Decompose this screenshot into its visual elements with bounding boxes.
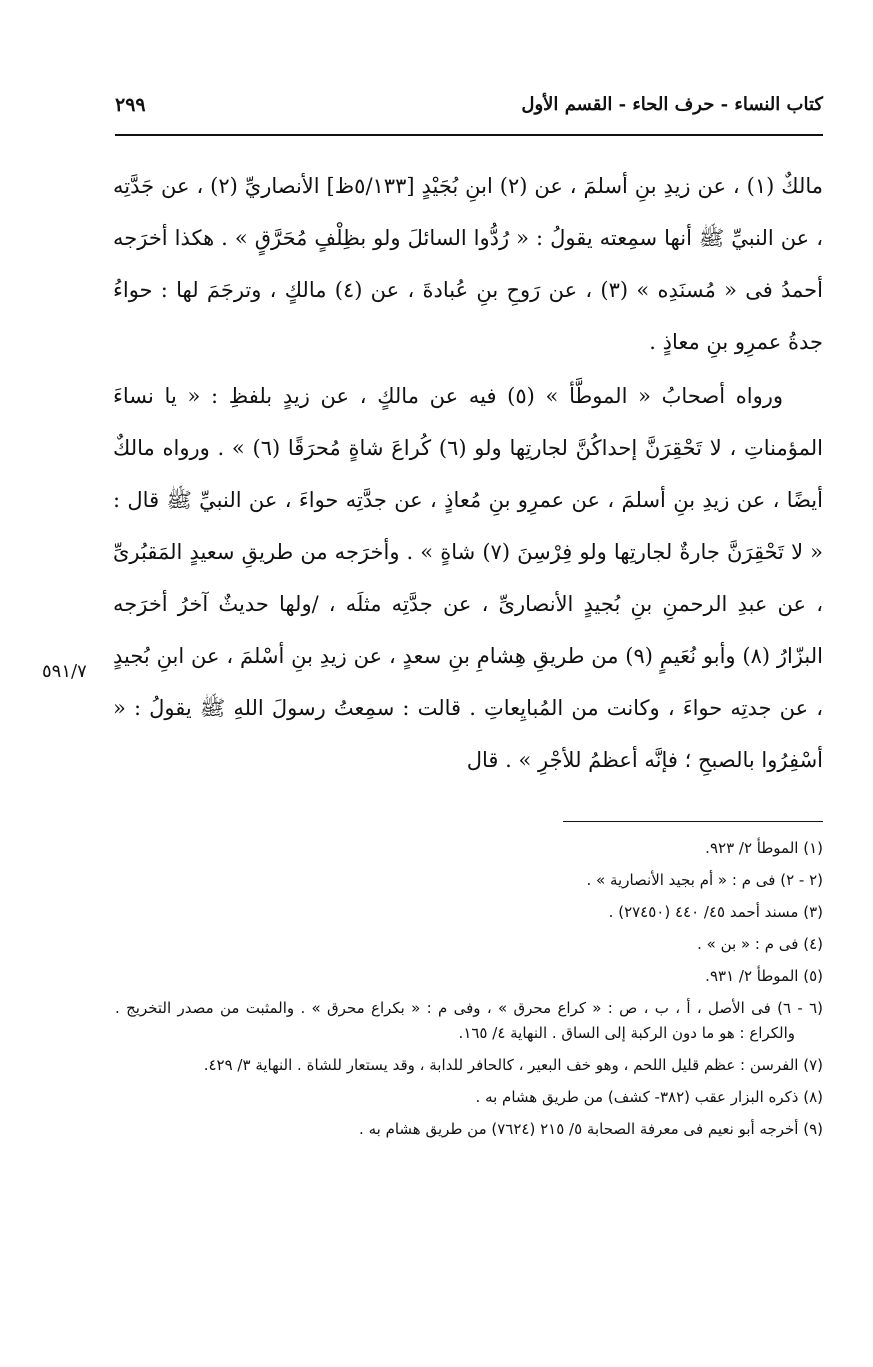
footnote-separator — [563, 821, 823, 822]
page-header — [115, 88, 823, 136]
footnote: (٣) مسند أحمد ٤٥/ ٤٤٠ (٢٧٤٥٠) . — [608, 903, 823, 921]
footnote: (٨) ذكره البزار عقب (٣٨٢- كشف) من طريق هشام به . — [475, 1088, 823, 1106]
footnote: (٤) فى م : « بن » . — [697, 935, 823, 953]
footnote: (١) الموطأ ٢/ ٩٢٣. — [705, 839, 823, 857]
footnote: (٩) أخرجه أبو نعيم فى معرفة الصحابة ٥/ ٢١٥ (٧٦٢٤) من طريق هشام به . — [359, 1120, 823, 1138]
body-paragraph: ورواه أصحابُ « الموطَّأ » (٥) فيه عن مالكٍ ، عن زيدٍ بلفظِ : « يا نساءَ المؤمناتِ ، لا تَحْقِرَنَّ إحداكُنَّ لجارتِها ولو (٦) كُراعَ شاةٍ مُحرَقًا (٦) » . ورواه مالكٌ أيضًا ، عن زيدِ بنِ أسلمَ ، عن عمرِو بنِ مُعاذٍ ، عن جدَّتِه حواءَ ، عن النبيِّ ﷺ قال : « لا تَحْقِرَنَّ جارةٌ لجارتِها ولو فِرْسِنَ (٧) شاةٍ » . وأخرَجه من طريقِ سعيدٍ المَقبُرىِّ ، عن عبدِ الرحمنِ بنِ بُجيدٍ الأنصارىِّ ، عن جدَّتِه مثلَه ، /ولها حديثٌ آخرُ أخرَجه البزّارُ (٨) وأبو نُعَيمٍ (٩) من طريقِ هِشامِ بنِ سعدٍ ، عن زيدِ بنِ أسْلمَ ، عن ابنِ بُجيدٍ ، عن جدتِه حواءَ ، وكانت من المُبايِعاتِ . قالت : سمِعتُ رسولَ اللهِ ﷺ يقولُ : « أسْفِرُوا بالصبحِ ؛ فإنَّه أعظمُ للأجْرِ » . قال — [113, 384, 823, 772]
footnote: (٧) الفرسن : عظم قليل اللحم ، وهو خف البعير ، كالحافر للدابة ، وقد يستعار للشاة . النهاية ٣/ ٤٢٩. — [203, 1056, 823, 1074]
main-text — [113, 160, 823, 786]
footnotes — [115, 836, 823, 1149]
running-title: كتاب النساء - حرف الحاء - القسم الأول — [521, 94, 823, 115]
page-number: ٢٩٩ — [115, 94, 146, 116]
footnote: (٦ - ٦) فى الأصل ، أ ، ب ، ص : « كراع محرق » ، وفى م : « بكراع محرق » . والمثبت من مصدر التخريج . والكراع : هو ما دون الركبة إلى الساق . النهاية ٤/ ١٦٥. — [115, 999, 823, 1042]
margin-reference: ٥٩١/٧ — [42, 661, 87, 682]
body-paragraph: مالكٌ (١) ، عن زيدِ بنِ أسلمَ ، عن (٢) ابنِ بُجَيْدٍ [٥/١٣٣ظ] الأنصاريِّ (٢) ، عن جَدَّتِه ، عن النبيِّ ﷺ أنها سمِعته يقولُ : « رُدُّوا السائلَ ولو بظِلْفٍ مُحَرَّقٍ » . هكذا أخرَجه أحمدُ فى « مُسنَدِه » (٣) ، عن رَوحِ بنِ عُبادةَ ، عن (٤) مالكٍ ، وترجَمَ لها : حواءُ جدةُ عمرِو بنِ معاذٍ . — [113, 174, 823, 354]
footnote: (٥) الموطأ ٢/ ٩٣١. — [705, 967, 823, 985]
footnote: (٢ - ٢) فى م : « أم بجيد الأنصارية » . — [586, 871, 823, 889]
